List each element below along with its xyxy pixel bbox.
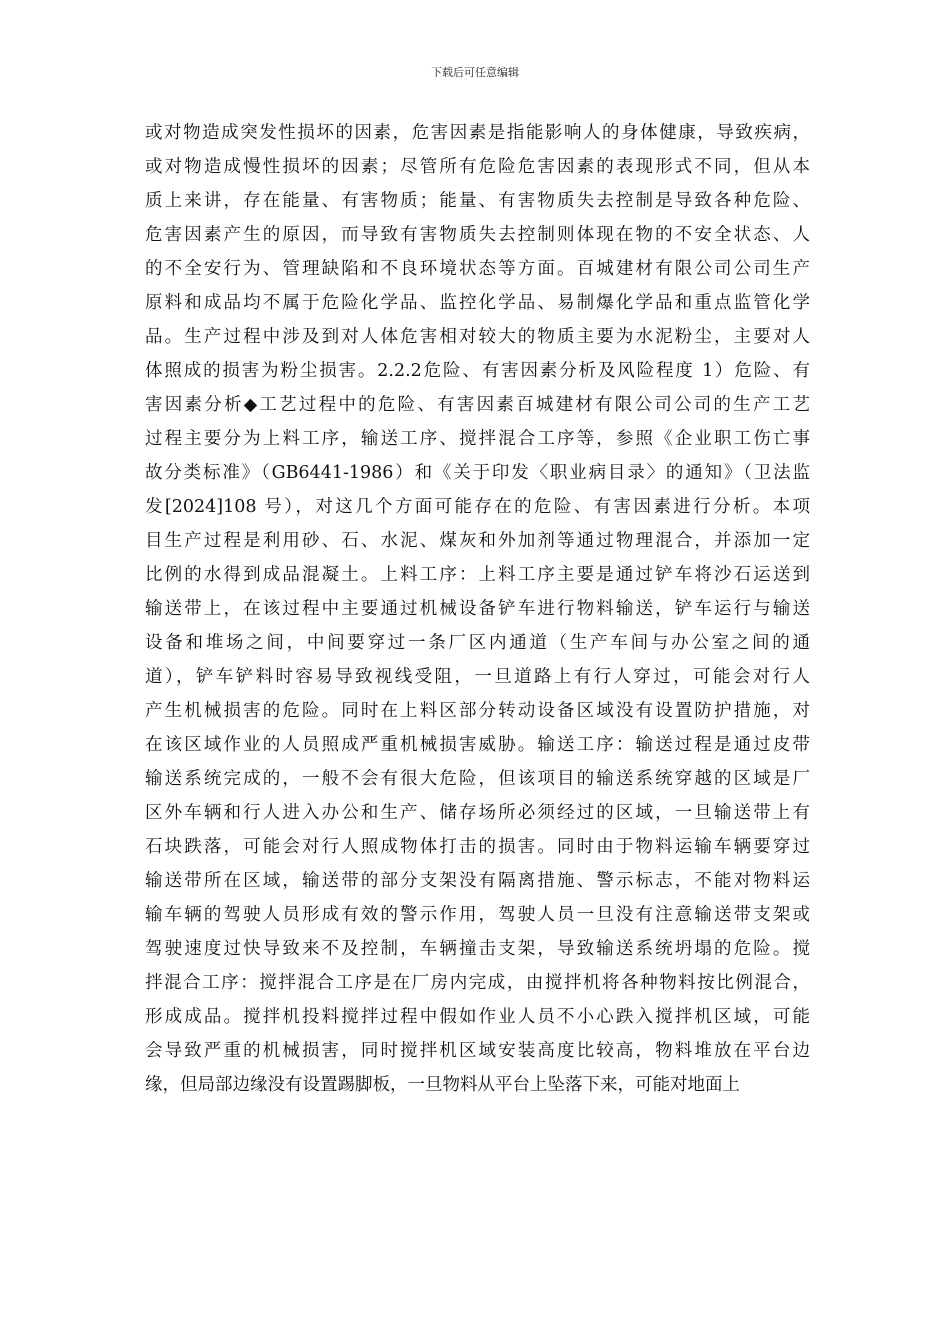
text-line: 输送带上，在该过程中主要通过机械设备铲车进行物料输送，铲车运行与输送 [145,599,810,619]
text-line: 产生机械损害的危险。同时在上料区部分转动设备区域没有设置防护措施，对 [145,701,810,721]
text-line: 害因素分析◆工艺过程中的危险、有害因素百城建材有限公司公司的生产工艺 [145,395,810,415]
text-line: 输送带所在区域，输送带的部分支架没有隔离措施、警示标志，不能对物料运 [145,871,810,891]
text-line: 石块跌落，可能会对行人照成物体打击的损害。同时由于物料运输车辆要穿过 [145,837,810,857]
text-line: 发[2024]108 号），对这几个方面可能存在的危险、有害因素进行分析。本项 [145,497,810,517]
text-line: 或对物造成突发性损坏的因素，危害因素是指能影响人的身体健康，导致疾病， [145,123,810,143]
text-line: 会导致严重的机械损害，同时搅拌机区域安装高度比较高，物料堆放在平台边 [145,1041,810,1061]
text-line: 危害因素产生的原因，而导致有害物质失去控制则体现在物的不安全状态、人 [145,225,810,245]
text-line: 驾驶速度过快导致来不及控制，车辆撞击支架，导致输送系统坍塌的危险。搅 [145,939,810,959]
text-line: 或对物造成慢性损坏的因素；尽管所有危险危害因素的表现形式不同，但从本 [145,157,810,177]
text-line: 原料和成品均不属于危险化学品、监控化学品、易制爆化学品和重点监管化学 [145,293,810,313]
text-line: 区外车辆和行人进入办公和生产、储存场所必须经过的区域，一旦输送带上有 [145,803,810,823]
text-line: 目生产过程是利用砂、石、水泥、煤灰和外加剂等通过物理混合，并添加一定 [145,531,810,551]
text-line: 过程主要分为上料工序，输送工序、搅拌混合工序等，参照《企业职工伤亡事 [145,429,810,449]
text-line: 输送系统完成的，一般不会有很大危险，但该项目的输送系统穿越的区域是厂 [145,769,810,789]
text-line: 缘，但局部边缘没有设置踢脚板，一旦物料从平台上坠落下来，可能对地面上 [145,1075,740,1095]
text-line: 道），铲车铲料时容易导致视线受阻，一旦道路上有行人穿过，可能会对行人 [145,667,810,687]
text-line: 故分类标准》（GB6441-1986）和《关于印发〈职业病目录〉的通知》（卫法监 [145,463,810,483]
text-line: 拌混合工序：搅拌混合工序是在厂房内完成，由搅拌机将各种物料按比例混合， [145,973,810,993]
text-line: 在该区域作业的人员照成严重机械损害威胁。输送工序：输送过程是通过皮带 [145,735,810,755]
text-line: 形成成品。搅拌机投料搅拌过程中假如作业人员不小心跌入搅拌机区域，可能 [145,1007,810,1027]
text-line: 比例的水得到成品混凝土。上料工序：上料工序主要是通过铲车将沙石运送到 [145,565,810,585]
body-paragraph [145,116,810,1102]
text-line: 品。生产过程中涉及到对人体危害相对较大的物质主要为水泥粉尘，主要对人 [145,327,810,347]
text-line: 设备和堆场之间，中间要穿过一条厂区内通道（生产车间与办公室之间的通 [145,633,810,653]
text-line: 的不全安行为、管理缺陷和不良环境状态等方面。百城建材有限公司公司生产 [145,259,810,279]
text-line: 输车辆的驾驶人员形成有效的警示作用，驾驶人员一旦没有注意输送带支架或 [145,905,810,925]
text-line: 体照成的损害为粉尘损害。2.2.2危险、有害因素分析及风险程度 1）危险、有 [145,361,810,381]
text-line: 质上来讲，存在能量、有害物质；能量、有害物质失去控制是导致各种危险、 [145,191,810,211]
page-header: 下载后可任意编辑 [431,66,519,79]
